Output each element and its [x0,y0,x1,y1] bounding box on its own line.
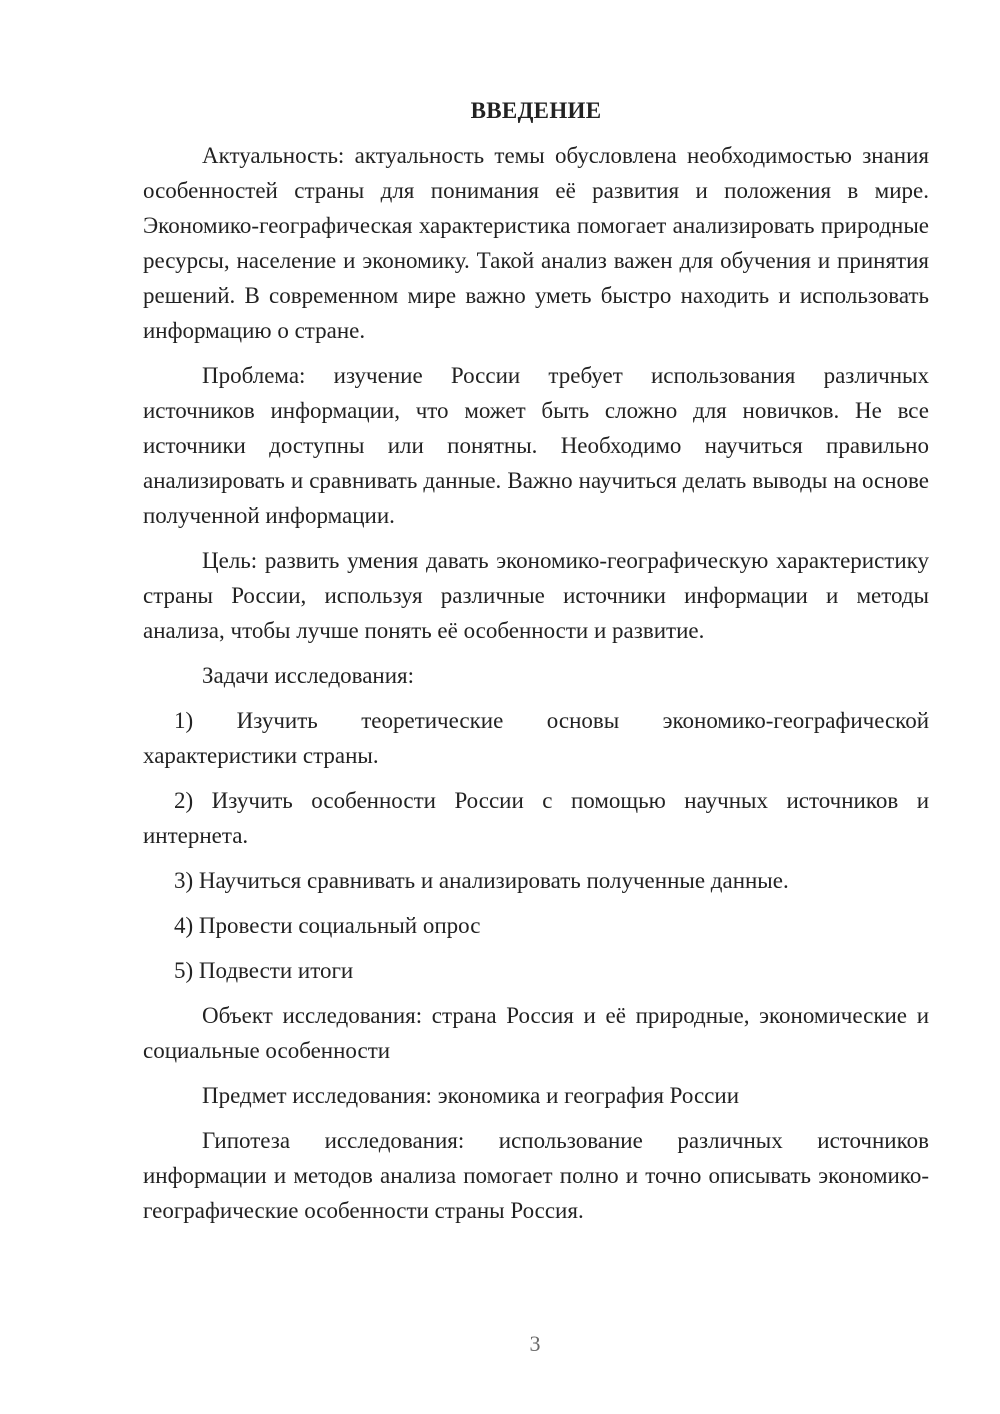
document-page [143,96,929,1228]
section-title: ВВЕДЕНИЕ [470,98,602,123]
page-number: 3 [529,1331,541,1356]
problem-paragraph: Проблема: изучение России требует использования различных источников информации, что может быть сложно для новичков. Не все источники доступны или понятны. Необходимо научиться правильно анализировать и сравнивать данные. Важно научиться делать выводы на основе полученной информации. [143,363,929,528]
task-item-5: 5) Подвести итоги [174,958,354,983]
object-paragraph: Объект исследования: страна Россия и её природные, экономические и социальные особенности [143,1003,929,1063]
task-item-4: 4) Провести социальный опрос [174,913,481,938]
subject-paragraph: Предмет исследования: экономика и география России [202,1083,739,1108]
task-item-3: 3) Научиться сравнивать и анализировать полученные данные. [174,868,789,893]
hypothesis-paragraph: Гипотеза исследования: использование различных источников информации и методов анализа помогает полно и точно описывать экономико-географические особенности страны Россия. [143,1128,929,1223]
task-item-1: 1) Изучить теоретические основы экономико-географической характеристики страны. [143,708,929,768]
goal-paragraph: Цель: развить умения давать экономико-географическую характеристику страны России, используя различные источники информации и методы анализа, чтобы лучше понять её особенности и развитие. [143,548,929,643]
tasks-heading: Задачи исследования: [202,663,415,688]
task-item-2: 2) Изучить особенности России с помощью научных источников и интернета. [143,788,929,848]
relevance-paragraph: Актуальность: актуальность темы обусловлена необходимостью знания особенностей страны для понимания её развития и положения в мире. Экономико-географическая характеристика помогает анализировать природные ресурсы, население и экономику. Такой анализ важен для обучения и принятия решений. В современном мире важно уметь быстро находить и использовать информацию о стране. [143,143,929,343]
